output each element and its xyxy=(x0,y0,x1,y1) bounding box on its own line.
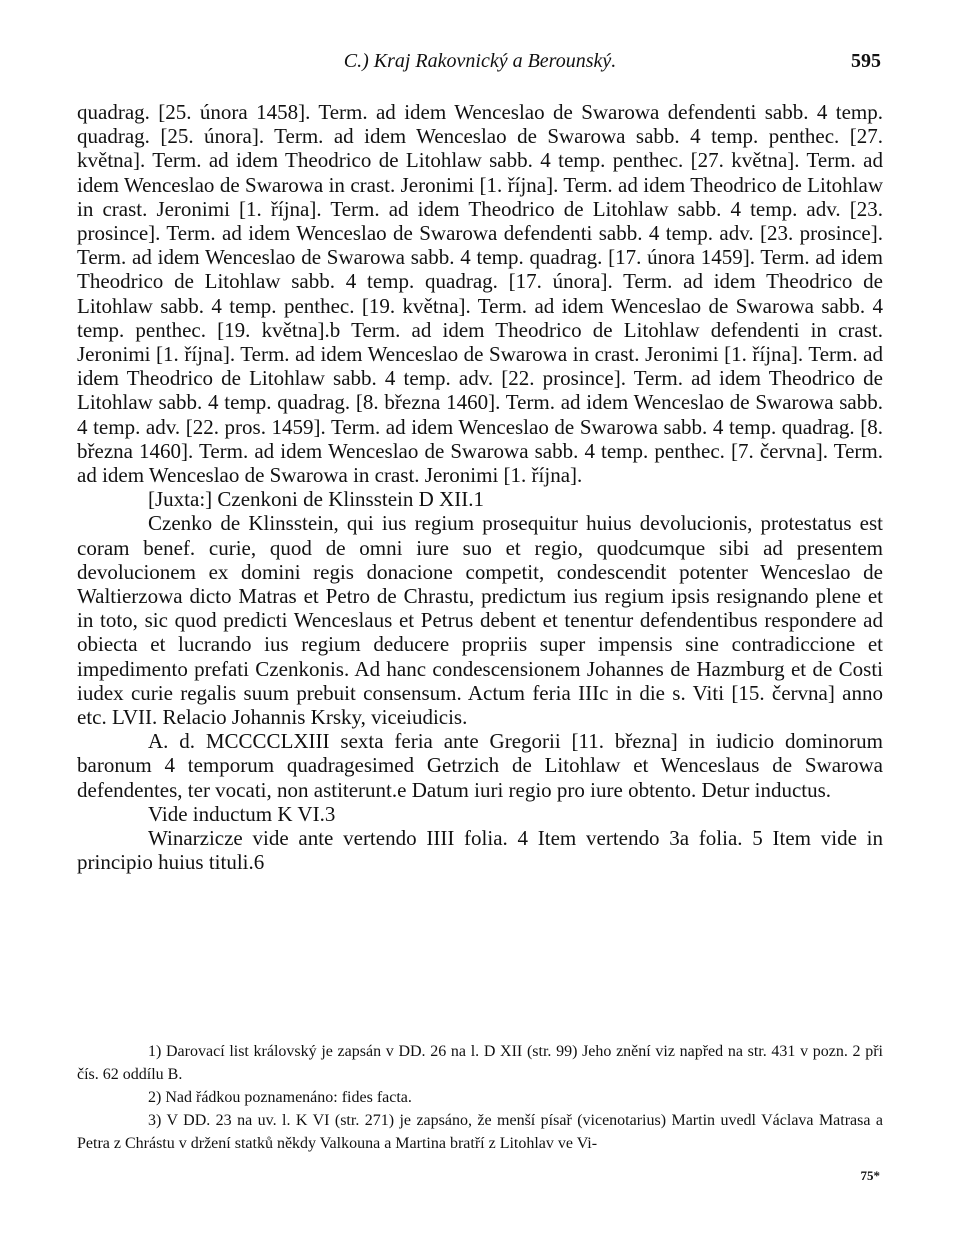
paragraph-vide: Vide inductum K VI.3 xyxy=(148,801,336,826)
page-number: 595 xyxy=(851,50,881,72)
footnotes xyxy=(77,1040,883,1155)
main-text xyxy=(77,100,883,875)
paragraph-terms: quadrag. [25. února 1458]. Term. ad idem Wenceslao de Swarowa defendenti sabb. 4 temp. quadrag. [25. února]. Term. ad idem Wenceslao de Swarowa sabb. 4 temp. penthec. [27. května]. Term. ad idem Theodrico de Litohlaw sabb. 4 temp. penthec. [27. května]. Term. ad idem Wenceslao de Swarowa in crast. Jeronimi [1. října]. Term. ad idem Theodrico de Litohlaw in crast. Jeronimi [1. října]. Term. ad idem Theodrico de Litohlaw sabb. 4 temp. adv. [23. prosince]. Term. ad idem Wenceslao de Swarowa defendenti sabb. 4 temp. adv. [23. prosince]. Term. ad idem Wenceslao de Swarowa sabb. 4 temp. quadrag. [17. února 1459]. Term. ad idem Theodrico de Litohlaw sabb. 4 temp. quadrag. [17. února]. Term. ad idem Theodrico de Litohlaw sabb. 4 temp. penthec. [19. května]. Term. ad idem Wenceslao de Swarowa sabb. 4 temp. penthec. [19. května].b Term. ad idem Theodrico de Litohlaw defendenti in crast. Jeronimi [1. října]. Term. ad idem Wenceslao de Swarowa in crast. Jeronimi [1. října]. Term. ad idem Theodrico de Litohlaw sabb. 4 temp. adv. [22. prosince]. Term. ad idem Theodrico de Litohlaw sabb. 4 temp. quadrag. [8. března 1460]. Term. ad idem Wenceslao de Swarowa sabb. 4 temp. adv. [22. pros. 1459]. Term. ad idem Wenceslao de Swarowa sabb. 4 temp. quadrag. [8. března 1460]. Term. ad idem Wenceslao de Swarowa sabb. 4 temp. penthec. [7. června]. Term. ad idem Wenceslao de Swarowa in crast. Jeronimi [1. října]. xyxy=(77,100,883,488)
paragraph-juxta: [Juxta:] Czenkoni de Klinsstein D XII.1 xyxy=(148,487,484,512)
running-title: C.) Kraj Rakovnický a Berounský. xyxy=(343,50,617,72)
footnote-1: 1) Darovací list královský je zapsán v DD. 26 na l. D XII (str. 99) Jeho znění viz napřed na str. 431 v pozn. 2 při čís. 62 oddílu B. xyxy=(77,1043,883,1083)
paragraph-winarzicze: Winarzicze vide ante vertendo IIII folia. 4 Item vertendo 3a folia. 5 Item vide in principio huius tituli.6 xyxy=(77,826,883,875)
paragraph-czenko: Czenko de Klinsstein, qui ius regium prosequitur huius devolucionis, protestatus est coram benef. curie, quod de omni iure suo et regio, quodcumque sibi ad presentem devolucionem ex domini regis donacione competit, condescendit potenter Wenceslao de Waltierzowa dicto Matras et Petro de Chrastu, predictum ius regium ipsis resignando plene et in toto, sic quod predicti Wenceslaus et Petrus debent et tenentur defendentibus respondere ad obiecta et lucrando ius regium deducere propriis super impensis sine contradiccione et impedimento prefati Czenkonis. Ad hanc condescensionem Johannes de Hazmburg et de Costi iudex curie regalis suum prebuit consensum. Actum feria IIIc in die s. Viti [15. června] anno etc. LVII. Relacio Johannis Krsky, viceiudicis. xyxy=(77,511,883,730)
page-header xyxy=(77,50,883,80)
footnote-2: 2) Nad řádkou poznamenáno: fides facta. xyxy=(148,1089,412,1106)
footnote-3: 3) V DD. 23 na uv. l. K VI (str. 271) je zapsáno, že menší písař (vicenotarius) Martin uvedl Václava Matrasa a Petra z Chrástu v držení statků někdy Valkouna a Martina bratří z Litohlav ve Vi- xyxy=(77,1112,883,1152)
signature-mark: 75* xyxy=(860,1168,880,1183)
paragraph-year-1463: A. d. MCCCCLXIII sexta feria ante Gregorii [11. března] in iudicio dominorum baronum 4 temporum quadragesimed Getrzich de Litohlaw et Wenceslaus de Swarowa defendentes, ter vocati, non astiterunt.e Datum iuri regio pro iure obtento. Detur inductus. xyxy=(77,729,883,802)
